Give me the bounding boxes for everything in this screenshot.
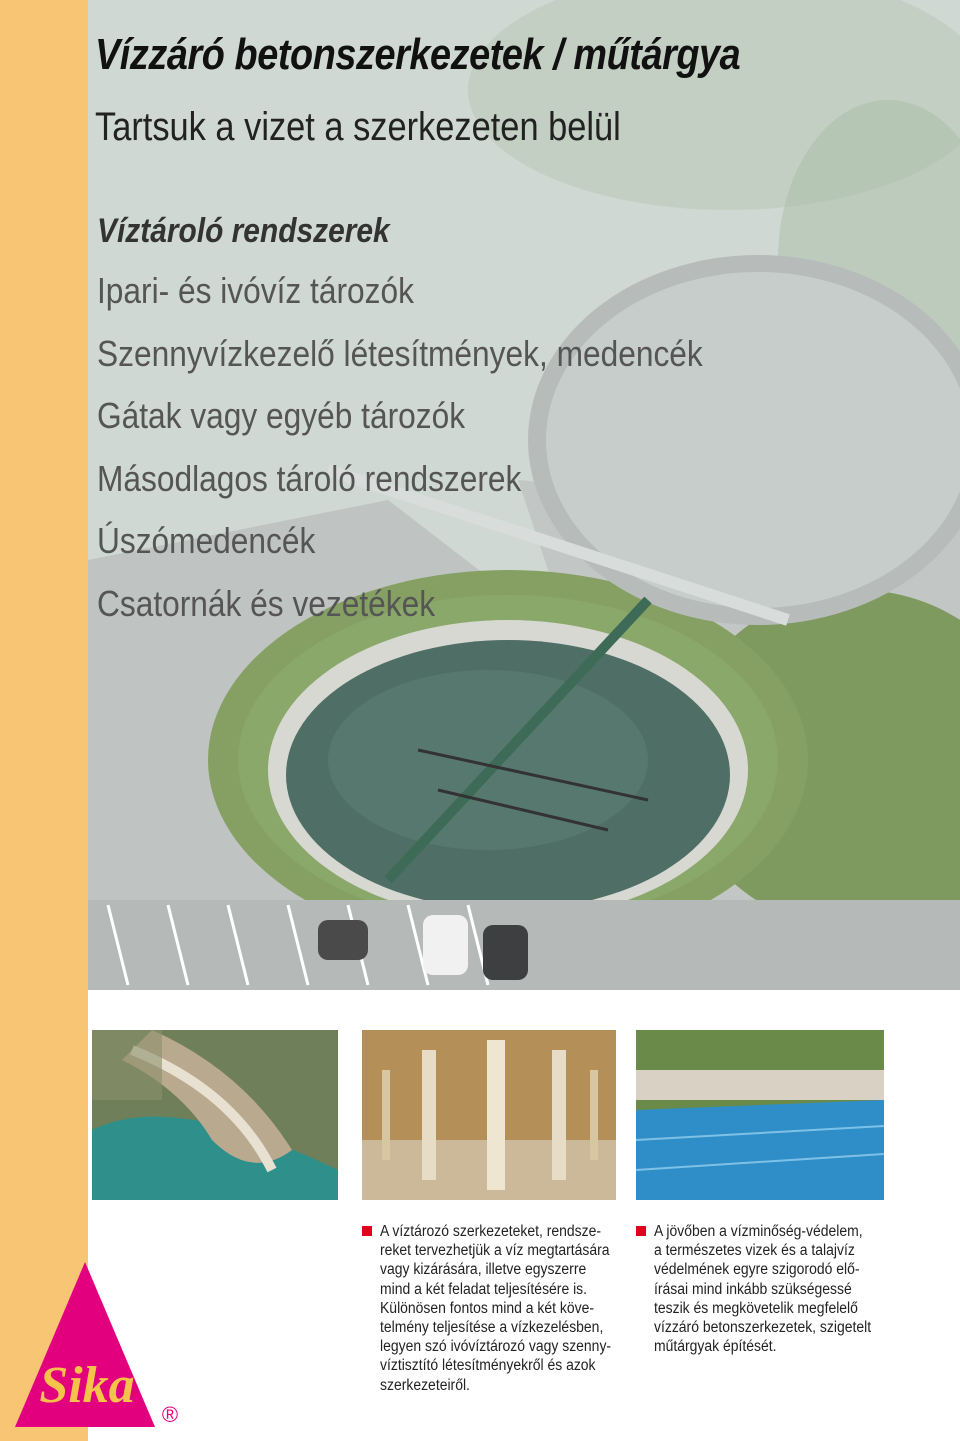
systems-list [97,270,785,645]
sika-logo-text: Sika [39,1357,135,1414]
list-item: Ipari- és ivóvíz tározók [97,270,414,311]
body-column-right [654,1222,914,1356]
list-item: Gátak vagy egyéb tározók [97,395,466,436]
sika-logo [15,1262,185,1437]
bullet-icon [636,1226,646,1236]
list-item: Másodlagos tároló rendszerek [97,457,522,499]
page-subtitle: Tartsuk a vizet a szerkezeten belül [95,105,621,149]
photo-swimming-pool [636,1030,884,1200]
list-item: Csatornák és vezetékek [97,582,436,624]
page-title: Vízzáró betonszerkezetek / műtárgya [95,30,741,79]
photo-water-tank-interior [362,1030,616,1200]
body-paragraph: A víztározó szerkezeteket, rendsze- reket tervezhetjük a víz megtartására vagy kizárására, illetve egyszerre mind a két feladat teljesítésére is. Különösen fontos mind a két köve- telmény teljesítése a vízkezelésben, legyen szó ivóvíztározó vagy szenny- víztisztító létesítményekről és azok szerkezeteiről. [380,1223,612,1394]
list-item: Úszómedencék [97,520,316,561]
body-column-left [380,1222,640,1395]
photo-dam [92,1030,338,1200]
list-item: Szennyvízkezelő létesítmények, medencék [97,332,703,374]
systems-heading: Víztároló rendszerek [97,212,390,250]
side-band [0,0,88,1441]
bullet-icon [362,1226,372,1236]
body-paragraph: A jövőben a vízminőség-védelem, a természetes vizek és a talajvíz védelmének egyre szigorodó elő- írásai mind inkább szükségessé teszik és megkövetelik megfelelő vízzáró betonszerkezetek, szigetelt műtárgyak építését. [654,1223,872,1356]
registered-mark: ® [161,1402,179,1427]
